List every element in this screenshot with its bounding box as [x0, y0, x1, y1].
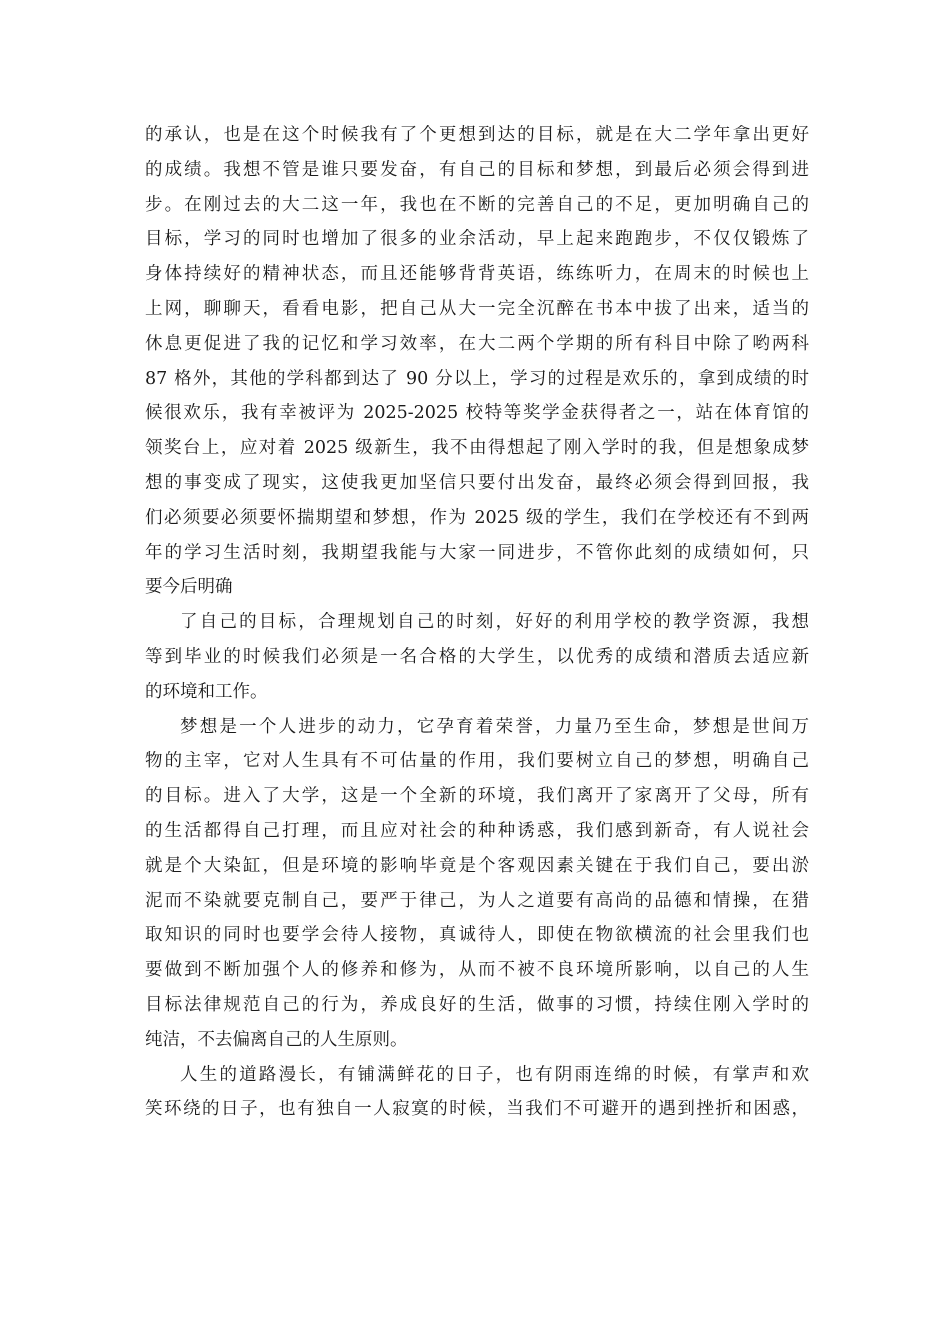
text-line: 想的事变成了现实，这使我更加坚信只要付出发奋，最终必须会得到回报，我 [145, 472, 809, 493]
text-line: 的环境和工作。 [145, 681, 268, 702]
paragraph [145, 710, 809, 1058]
text-line: 年的学习生活时刻，我期望我能与大家一同进步，不管你此刻的成绩如何，只 [145, 542, 809, 563]
paragraph [145, 605, 809, 709]
text-line: 步。在刚过去的大二这一年，我也在不断的完善自己的不足，更加明确自己的 [145, 194, 809, 215]
text-line: 候很欢乐，我有幸被评为 2025-2025 校特等奖学金获得者之一，站在体育馆的 [145, 403, 809, 424]
text-line: 87 格外，其他的学科都到达了 90 分以上，学习的过程是欢乐的，拿到成绩的时 [145, 368, 809, 389]
text-line: 就是个大染缸，但是环境的影响毕竟是个客观因素关键在于我们自己，要出淤 [145, 855, 809, 876]
paragraph [145, 118, 809, 605]
text-line: 笑环绕的日子，也有独自一人寂寞的时候，当我们不可避开的遇到挫折和困惑， [145, 1099, 809, 1120]
text-line: 休息更促进了我的记忆和学习效率，在大二两个学期的所有科目中除了哟两科 [145, 333, 809, 354]
text-line: 身体持续好的精神状态，而且还能够背背英语，练练听力，在周末的时候也上 [145, 264, 809, 285]
text-line: 物的主宰，它对人生具有不可估量的作用，我们要树立自己的梦想，明确自己 [145, 751, 809, 772]
text-line: 目标，学习的同时也增加了很多的业余活动，早上起来跑跑步，不仅仅锻炼了 [145, 229, 809, 250]
text-line: 纯洁，不去偏离自己的人生原则。 [145, 1029, 408, 1050]
text-line: 领奖台上，应对着 2025 级新生，我不由得想起了刚入学时的我，但是想象成梦 [145, 438, 809, 459]
text-line: 等到毕业的时候我们必须是一名合格的大学生，以优秀的成绩和潜质去适应新 [145, 646, 809, 667]
text-line: 的成绩。我想不管是谁只要发奋，有自己的目标和梦想，到最后必须会得到进 [145, 159, 809, 180]
text-line: 梦想是一个人进步的动力，它孕育着荣誉，力量乃至生命，梦想是世间万 [180, 716, 809, 737]
text-line: 的承认，也是在这个时候我有了个更想到达的目标，就是在大二学年拿出更好 [145, 125, 809, 145]
text-line: 们必须要必须要怀揣期望和梦想，作为 2025 级的学生，我们在学校还有不到两 [145, 507, 809, 528]
paragraph [145, 1058, 809, 1128]
text-line: 上网，聊聊天，看看电影，把自己从大一完全沉醉在书本中拔了出来，适当的 [145, 298, 809, 319]
text-line: 的目标。进入了大学，这是一个全新的环境，我们离开了家离开了父母，所有 [145, 786, 809, 807]
text-line: 泥而不染就要克制自己，要严于律己，为人之道要有高尚的品德和情操，在猎 [145, 890, 809, 911]
document-body [145, 118, 809, 1127]
text-line: 要做到不断加强个人的修养和修为，从而不被不良环境所影响，以自己的人生 [145, 960, 809, 981]
text-line: 目标法律规范自己的行为，养成良好的生活，做事的习惯，持续住刚入学时的 [145, 994, 809, 1015]
text-line: 人生的道路漫长，有铺满鲜花的日子，也有阴雨连绵的时候，有掌声和欢 [180, 1064, 809, 1085]
text-line: 要今后明确 [145, 577, 233, 598]
text-line: 了自己的目标，合理规划自己的时刻，好好的利用学校的教学资源，我想 [180, 612, 809, 633]
text-line: 取知识的同时也要学会待人接物，真诚待人，即使在物欲横流的社会里我们也 [145, 925, 809, 946]
text-line: 的生活都得自己打理，而且应对社会的种种诱惑，我们感到新奇，有人说社会 [145, 820, 809, 841]
